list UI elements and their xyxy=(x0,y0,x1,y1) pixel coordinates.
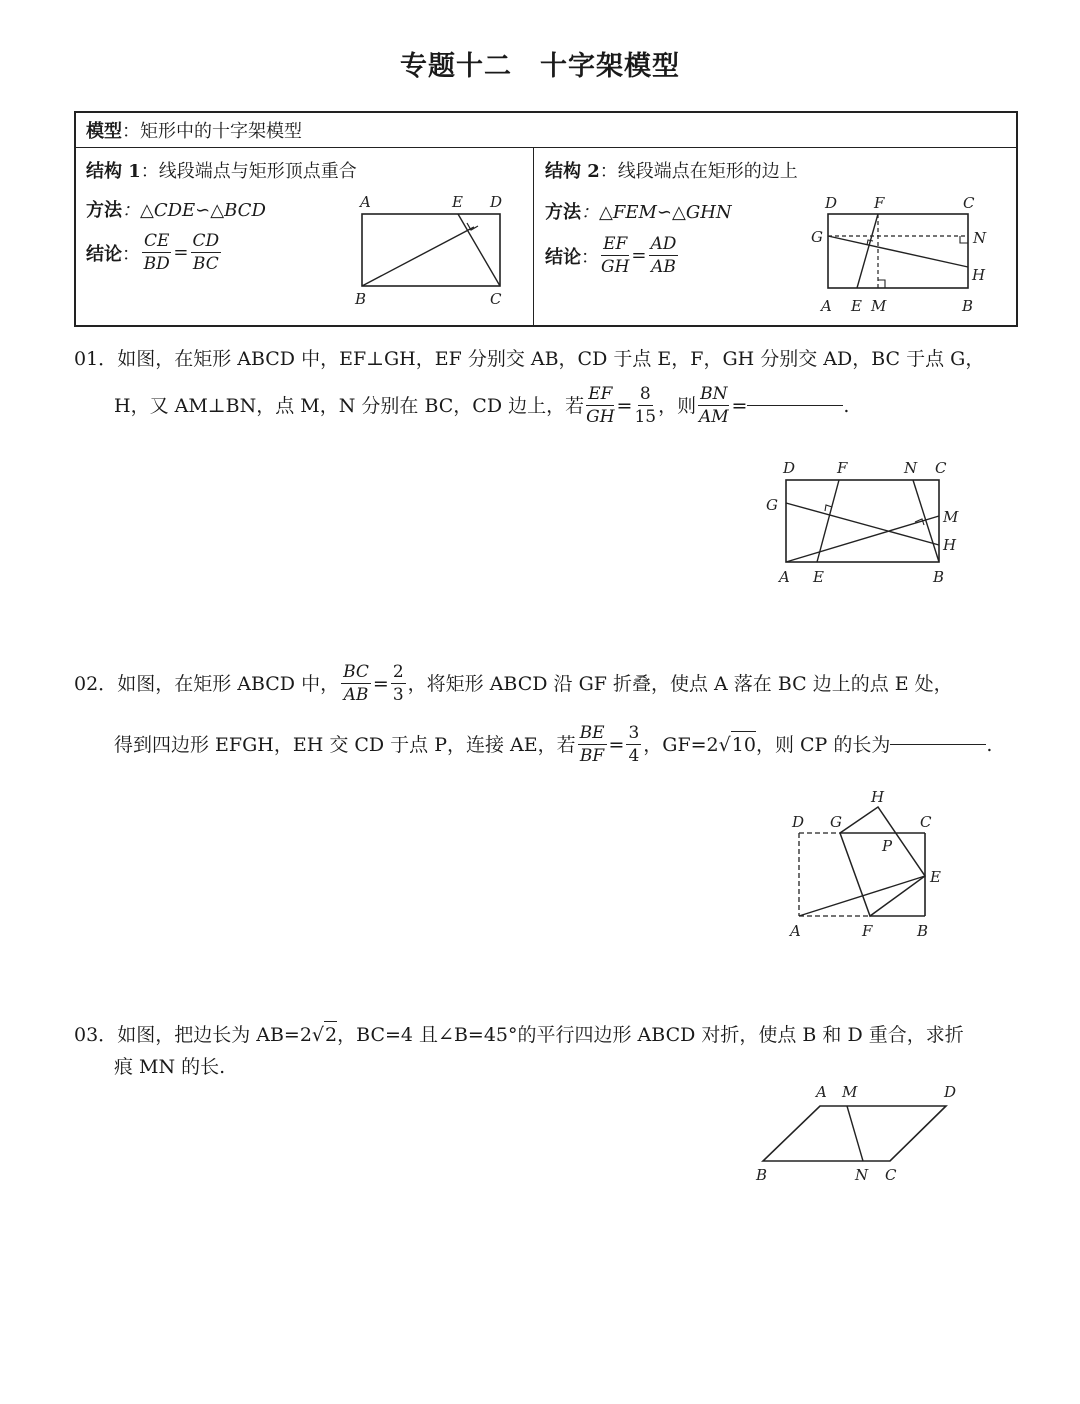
label-m: M xyxy=(871,297,887,315)
structure1-label: 结构 1 xyxy=(86,161,141,182)
segment-ce xyxy=(458,214,500,286)
fraction xyxy=(626,722,641,767)
denominator: BF xyxy=(579,746,605,766)
fraction xyxy=(601,233,629,278)
numerator: 3 xyxy=(628,723,640,743)
segment-mn xyxy=(847,1106,863,1161)
segment-gh xyxy=(828,236,968,267)
right-angle-mark xyxy=(467,223,478,230)
colon: ： xyxy=(581,246,599,268)
label-n: N xyxy=(904,459,918,477)
label-d: D xyxy=(944,1083,957,1101)
numerator: 8 xyxy=(639,384,651,404)
equals: = xyxy=(731,394,748,417)
q1-number: 01． xyxy=(74,348,118,370)
fraction xyxy=(142,230,171,275)
label-m: M xyxy=(842,1083,858,1101)
denominator: AB xyxy=(651,257,676,277)
sqrt-value: 2 xyxy=(324,1021,337,1048)
q2-number: 02． xyxy=(74,672,118,695)
label-p: P xyxy=(882,837,893,855)
answer-blank[interactable] xyxy=(747,405,843,406)
denominator: BD xyxy=(143,254,170,274)
q1-text-mid: ，则 xyxy=(658,394,697,417)
denominator: 3 xyxy=(392,685,404,705)
label-c: C xyxy=(935,459,947,477)
label-e: E xyxy=(813,568,824,586)
structure2-figure xyxy=(805,190,1005,320)
label-a: A xyxy=(821,297,832,315)
equals: = xyxy=(608,733,625,756)
structure2-conclusion xyxy=(545,233,680,278)
numerator: EF xyxy=(588,384,613,404)
equals: = xyxy=(173,242,189,263)
numerator: BE xyxy=(579,723,605,743)
label-c: C xyxy=(963,194,975,212)
q2-line2 xyxy=(114,722,992,767)
structure1-header xyxy=(86,157,357,183)
numerator: 2 xyxy=(392,662,404,682)
denominator: AB xyxy=(343,685,369,705)
q3-figure xyxy=(750,1078,970,1188)
label-e: E xyxy=(930,868,941,886)
fraction xyxy=(649,233,679,278)
structure1-method xyxy=(86,196,266,222)
q2-text-line1b: ，将矩形 ABCD 沿 GF 折叠，使点 A 落在 BC 边上的点 E 处， xyxy=(407,672,953,695)
fraction xyxy=(578,722,607,767)
page-title xyxy=(0,44,1080,83)
q1-text-line1: 如图，在矩形 ABCD 中，EF⊥GH，EF 分别交 AB，CD 于点 E，F，GH 分别交 AD，BC 于点 G， xyxy=(117,348,985,370)
label-b: B xyxy=(756,1166,768,1184)
period: . xyxy=(843,394,850,417)
denominator: AM xyxy=(698,407,729,427)
q2-figure xyxy=(780,785,950,945)
structure1-conclusion xyxy=(86,230,223,275)
fraction xyxy=(634,383,656,428)
label-a: A xyxy=(360,193,371,211)
label-b: B xyxy=(917,922,929,940)
title-part2: 十字架模型 xyxy=(540,51,680,82)
q1-line1 xyxy=(74,346,984,372)
label-h: H xyxy=(943,536,957,554)
q3-text-line1a: 如图，把边长为 AB=2 xyxy=(117,1023,312,1046)
denominator: GH xyxy=(601,257,630,277)
structure1-method-text: ：△CDE∽△BCD xyxy=(122,200,266,221)
model-text: ：矩形中的十字架模型 xyxy=(122,121,302,142)
denominator: BC xyxy=(192,254,219,274)
q3-text-line1b: ，BC=4 且∠B=45°的平行四边形 ABCD 对折，使点 B 和 D 重合，求折 xyxy=(337,1023,964,1046)
sqrt-sign: √ xyxy=(718,733,731,756)
period: . xyxy=(986,733,993,756)
structure1-method-label: 方法 xyxy=(86,200,122,221)
label-d: D xyxy=(490,193,503,211)
q2-text-line1a: 如图，在矩形 ABCD 中， xyxy=(117,672,340,695)
sqrt-sign: √ xyxy=(311,1023,325,1046)
numerator: CE xyxy=(144,231,170,251)
label-f: F xyxy=(837,459,848,477)
answer-blank[interactable] xyxy=(890,744,986,745)
label-g: G xyxy=(830,813,842,831)
label-d: D xyxy=(792,813,805,831)
label-b: B xyxy=(355,290,367,308)
label-c: C xyxy=(885,1166,897,1184)
structure1-figure xyxy=(350,190,520,315)
structure2-method-label: 方法 xyxy=(545,202,581,223)
segment-ef xyxy=(857,214,878,288)
q1-figure xyxy=(762,455,972,590)
q3-number: 03． xyxy=(74,1023,118,1046)
structure2-text: ：线段端点在矩形的边上 xyxy=(599,161,798,182)
structure2-conclusion-label: 结论 xyxy=(545,246,581,268)
numerator: BC xyxy=(343,662,369,682)
q2-text-line2a: 得到四边形 EFGH，EH 交 CD 于点 P，连接 AE，若 xyxy=(114,733,576,756)
title-part1: 专题十二 xyxy=(400,51,512,82)
label-m: M xyxy=(943,508,959,526)
equals: = xyxy=(631,245,647,266)
q3-text-line2: 痕 MN 的长. xyxy=(114,1056,226,1078)
label-d: D xyxy=(825,194,838,212)
structure2-method-text: ：△FEM∽△GHN xyxy=(581,202,732,223)
label-g: G xyxy=(766,496,778,514)
label-b: B xyxy=(962,297,974,315)
q1-line2 xyxy=(114,383,849,428)
denominator: GH xyxy=(586,407,615,427)
colon: ： xyxy=(122,243,140,265)
label-d: D xyxy=(783,459,796,477)
structure1-conclusion-label: 结论 xyxy=(86,243,122,265)
numerator: AD xyxy=(650,234,677,254)
equals: = xyxy=(616,394,633,417)
label-g: G xyxy=(811,228,823,246)
structure2-method xyxy=(545,198,732,224)
model-header xyxy=(86,117,302,143)
segment-bd xyxy=(362,227,474,286)
fraction xyxy=(391,661,406,706)
label-e: E xyxy=(452,193,463,211)
equals: = xyxy=(372,672,389,695)
structure2-header xyxy=(545,157,798,183)
label-f: F xyxy=(874,194,885,212)
numerator: EF xyxy=(603,234,628,254)
numerator: CD xyxy=(192,231,220,251)
label-e: E xyxy=(851,297,862,315)
structure1-text: ：线段端点与矩形顶点重合 xyxy=(140,161,357,182)
label-n: N xyxy=(973,229,987,247)
label-c: C xyxy=(490,290,502,308)
fraction xyxy=(191,230,222,275)
structure2-label: 结构 2 xyxy=(545,161,600,182)
label-c: C xyxy=(920,813,932,831)
denominator: 4 xyxy=(628,746,640,766)
q1-text-line2: H，又 AM⊥BN，点 M，N 分别在 BC，CD 边上，若 xyxy=(114,394,585,417)
label-a: A xyxy=(779,568,790,586)
label-h: H xyxy=(972,266,986,284)
q2-text-line2c: ，则 CP 的长为 xyxy=(755,733,891,756)
q2-text-line2b: ，GF=2 xyxy=(643,733,719,756)
q3-line2 xyxy=(114,1054,225,1080)
model-label: 模型 xyxy=(86,121,122,142)
fraction xyxy=(341,661,371,706)
q3-line1 xyxy=(74,1021,964,1048)
label-f: F xyxy=(862,922,873,940)
label-b: B xyxy=(933,568,945,586)
label-a: A xyxy=(816,1083,827,1101)
numerator: BN xyxy=(700,384,728,404)
sqrt-value: 10 xyxy=(731,731,756,758)
label-a: A xyxy=(790,922,801,940)
right-angle-mark xyxy=(960,236,968,243)
fraction xyxy=(586,383,614,428)
label-h: H xyxy=(871,788,885,806)
q2-line1 xyxy=(74,661,953,706)
right-angle-mark xyxy=(878,280,885,288)
label-n: N xyxy=(855,1166,869,1184)
denominator: 15 xyxy=(634,407,657,427)
fraction xyxy=(698,383,729,428)
